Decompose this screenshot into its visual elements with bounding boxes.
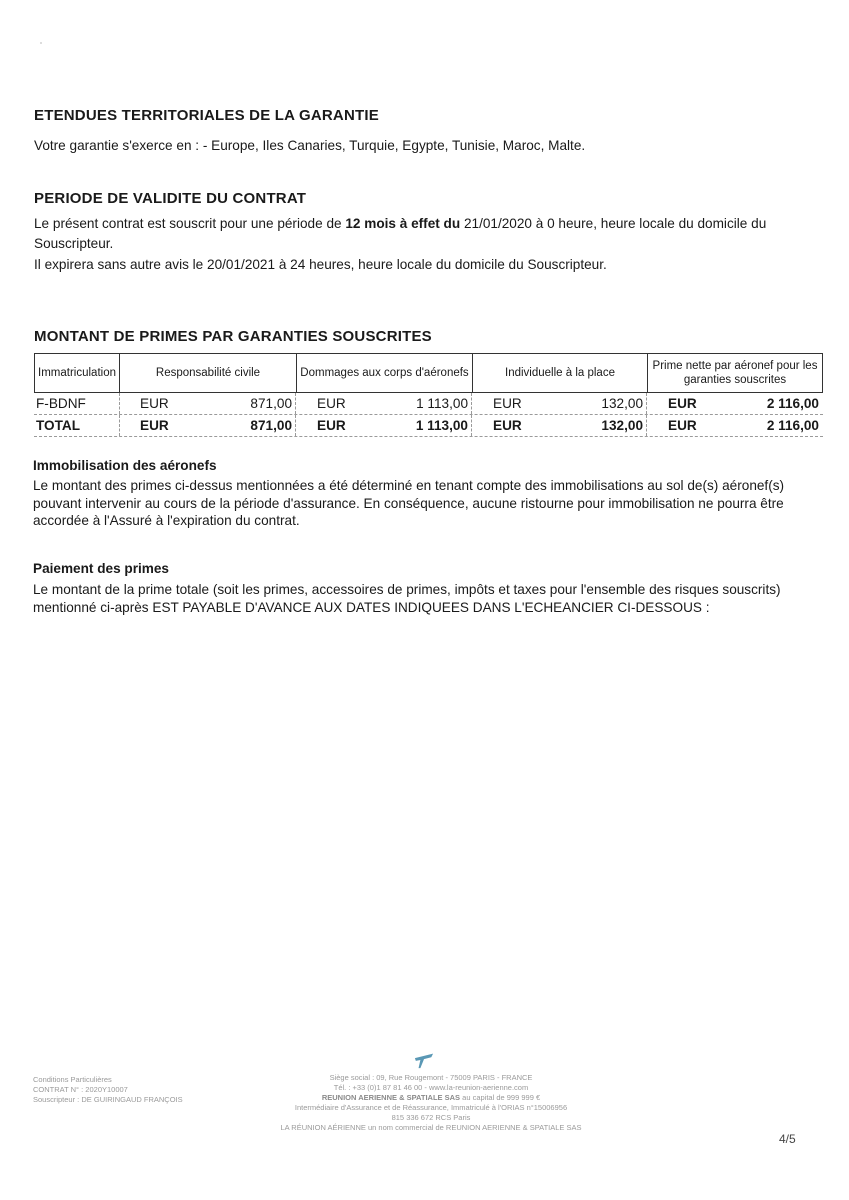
cell-individuelle-total: 132,00 [601, 418, 643, 433]
page-number: 4/5 [779, 1132, 796, 1146]
header-immatriculation: Immatriculation [38, 367, 116, 379]
column-divider [119, 415, 120, 436]
immobilisation-line: accordée à l'Assuré à l'expiration du contrat. [33, 513, 300, 528]
territorial-title: ETENDUES TERRITORIALES DE LA GARANTIE [34, 107, 379, 124]
cell-currency: EUR [140, 418, 169, 433]
column-divider [295, 415, 296, 436]
column-divider [295, 393, 296, 414]
header-responsabilite-civile: Responsabilité civile [119, 354, 296, 392]
paiement-text [33, 581, 833, 616]
paiement-title: Paiement des primes [33, 561, 169, 576]
footer-left [33, 1075, 183, 1105]
paiement-line: mentionné ci-après EST PAYABLE D'AVANCE AUX DATES INDIQUEES DANS L'ECHEANCIER CI-DESSOUS : [33, 599, 710, 615]
validity-line2: Souscripteur. [34, 236, 114, 251]
footer-company-name: REUNION AERIENNE & SPATIALE SAS [321, 1093, 461, 1102]
plane-icon [413, 1050, 435, 1070]
cell-currency: EUR [493, 418, 522, 433]
validity-line3: Il expirera sans autre avis le 20/01/2021 à 24 heures, heure locale du domicile du Souscripteur. [34, 257, 607, 272]
validity-line1-bold: 12 mois à effet du [345, 216, 461, 231]
footer-company-line [250, 1093, 612, 1103]
immobilisation-text [33, 477, 833, 530]
column-divider [119, 393, 120, 414]
cell-currency: EUR [317, 418, 346, 433]
cell-individuelle: 132,00 [601, 396, 643, 411]
footer-subscriber: Souscripteur : DE GUIRINGAUD FRANÇOIS [33, 1095, 183, 1104]
immobilisation-line: pouvant intervenir au cours de la période d'assurance. En conséquence, aucune ristourne pour immobilisation ne pourra être [33, 495, 784, 511]
column-divider [646, 415, 647, 436]
table-row [34, 393, 823, 415]
header-prime-nette: Prime nette par aéronef pour les garanties souscrites [647, 354, 822, 392]
column-divider [471, 393, 472, 414]
cell-rc-total: 871,00 [250, 418, 292, 433]
cell-rc: 871,00 [250, 396, 292, 411]
immobilisation-title: Immobilisation des aéronefs [33, 458, 217, 473]
table-row-total [34, 415, 823, 437]
validity-line1-post: 21/01/2020 à 0 heure, heure locale du domicile du [460, 216, 767, 231]
scan-speck [40, 42, 42, 44]
cell-currency: EUR [668, 396, 697, 411]
footer-orias: Intermédiaire d'Assurance et de Réassurance, Immatriculé à l'ORIAS n°15006956 [294, 1103, 568, 1112]
validity-title: PERIODE DE VALIDITE DU CONTRAT [34, 190, 307, 207]
column-divider [471, 415, 472, 436]
premiums-title: MONTANT DE PRIMES PAR GARANTIES SOUSCRITES [34, 328, 432, 345]
header-individuelle: Individuelle à la place [472, 354, 647, 392]
footer-address: Siège social : 09, Rue Rougemont - 75009 PARIS - FRANCE [329, 1073, 533, 1082]
paiement-line: Le montant de la prime totale (soit les primes, accessoires de primes, impôts et taxes pour l'ensemble des risques souscrits) [33, 582, 781, 597]
footer-capital: au capital de 999 999 € [460, 1093, 541, 1102]
cell-prime: 2 116,00 [766, 396, 819, 411]
immobilisation-line: Le montant des primes ci-dessus mentionnées a été déterminé en tenant compte des immobilisations au sol de(s) aéronef(s) [33, 478, 785, 493]
footer-contact: Tél. : +33 (0)1 87 81 46 00 - www.la-reunion-aerienne.com [333, 1083, 529, 1092]
footer-contract-number: CONTRAT N° : 2020Y10007 [33, 1085, 128, 1094]
cell-currency: EUR [493, 396, 522, 411]
header-dommages: Dommages aux corps d'aéronefs [296, 354, 472, 392]
cell-immat: F-BDNF [36, 396, 86, 411]
cell-dommages: 1 113,00 [416, 396, 468, 411]
cell-currency: EUR [140, 396, 169, 411]
cell-currency: EUR [317, 396, 346, 411]
column-divider [646, 393, 647, 414]
footer-company-info [250, 1073, 612, 1133]
table-header [34, 353, 823, 393]
validity-line1 [34, 214, 824, 234]
footer-rcs: 815 336 672 RCS Paris [391, 1113, 471, 1122]
cell-total-label: TOTAL [36, 418, 81, 433]
validity-line1-pre: Le présent contrat est souscrit pour une période de [34, 216, 346, 231]
footer-doc-type: Conditions Particulières [33, 1075, 112, 1084]
cell-currency: EUR [668, 418, 697, 433]
premiums-table [34, 353, 823, 437]
cell-dommages-total: 1 113,00 [415, 418, 468, 433]
footer-trade-name: LA RÉUNION AÉRIENNE un nom commercial de REUNION AERIENNE & SPATIALE SAS [280, 1123, 582, 1132]
territorial-text: Votre garantie s'exerce en : - Europe, Iles Canaries, Turquie, Egypte, Tunisie, Maroc, Malte. [34, 138, 586, 153]
cell-prime-total: 2 116,00 [766, 418, 819, 433]
